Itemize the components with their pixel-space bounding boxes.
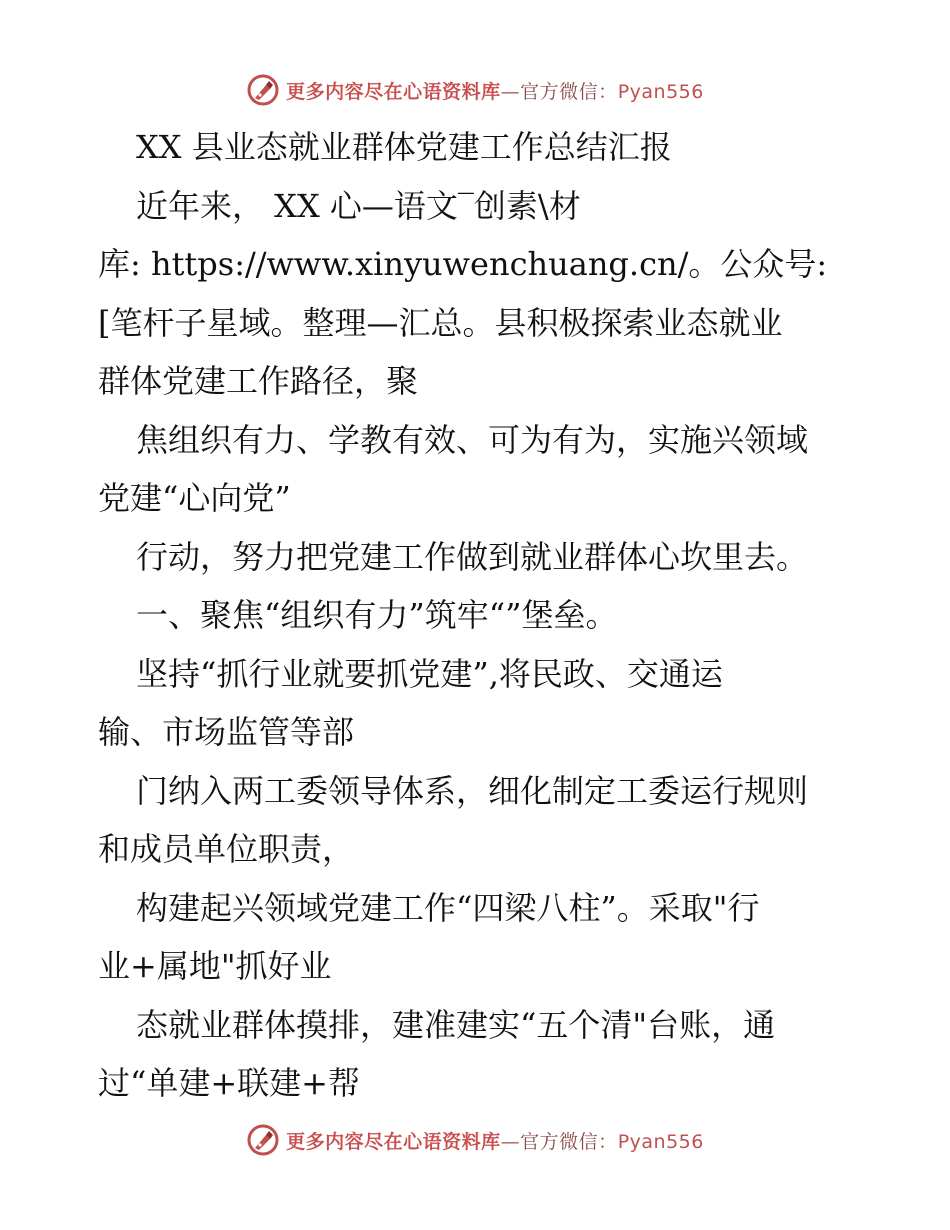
- document-body: [98, 118, 888, 1113]
- paragraph-line: 构建起兴领域党建工作“四梁八柱”。采取"行: [136, 888, 760, 927]
- paragraph-line: 焦组织有力、学教有效、可为有为，实施兴领域: [136, 420, 809, 459]
- paragraph-line: 门纳入两工委领导体系，细化制定工委运行规则: [136, 771, 809, 810]
- document-title: XX 县业态就业群体党建工作总结汇报: [136, 128, 672, 166]
- watermark-brand: 更多内容尽在心语资料库: [286, 80, 501, 103]
- watermark-dash: —: [500, 80, 521, 103]
- paragraph-line: 态就业群体摸排，建准建实“五个清"台账，通: [136, 1005, 776, 1044]
- watermark-dash: —: [500, 1130, 521, 1153]
- paragraph-line: 党建“心向党”: [98, 479, 291, 517]
- header-watermark: [0, 70, 950, 110]
- paragraph-line: 过“单建+联建+帮: [98, 1064, 360, 1102]
- pen-nib-logo-icon: [246, 1123, 280, 1157]
- watermark-official-label: 官方微信：: [520, 80, 618, 103]
- watermark-official-label: 官方微信：: [520, 1130, 618, 1153]
- paragraph-line: 输、市场监管等部: [98, 713, 355, 751]
- paragraph-line: 行动，努力把党建工作做到就业群体心坎里去。: [136, 537, 809, 576]
- pen-nib-logo-icon: [246, 73, 280, 107]
- paragraph-line: 近年来， XX 心—语文‾创素\材: [136, 186, 581, 225]
- watermark-wechat-id: Pyan556: [617, 1130, 704, 1153]
- paragraph-line: 业+属地"抓好业: [98, 947, 332, 985]
- paragraph-line: 坚持“抓行业就要抓党建”,将民政、交通运: [136, 654, 723, 693]
- paragraph-line: [笔杆子星域。整理—汇总。县积极探索业态就业: [98, 303, 783, 342]
- paragraph-line: 群体党建工作路径，聚: [98, 362, 419, 400]
- footer-watermark: [0, 1120, 950, 1160]
- watermark-wechat-id: Pyan556: [617, 80, 704, 103]
- paragraph-line: 库: https://www.xinyuwenchuang.cn/。公众号:: [98, 245, 828, 283]
- paragraph-line: 和成员单位职责，: [98, 830, 355, 868]
- section-heading: 一、聚焦“组织有力”筑牢“”堡垒。: [136, 596, 618, 634]
- watermark-brand: 更多内容尽在心语资料库: [286, 1130, 501, 1153]
